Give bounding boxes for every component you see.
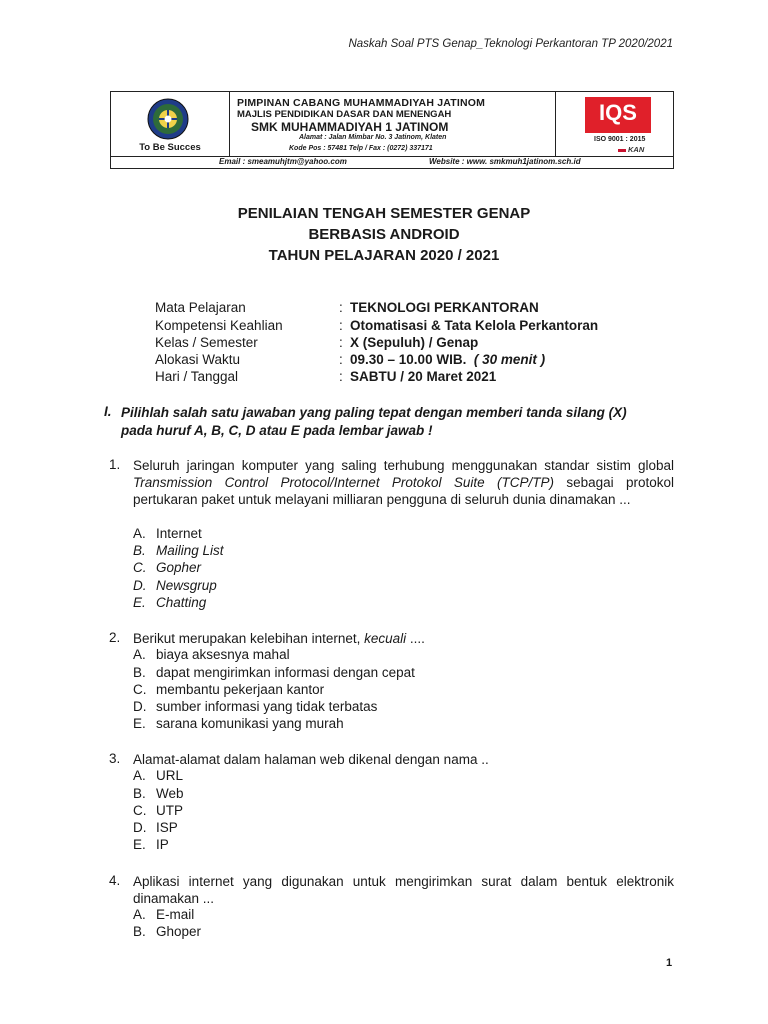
option-letter: D.: [133, 699, 147, 714]
school-website: Website : www. smkmuh1jatinom.sch.id: [429, 157, 581, 166]
question-text-part: Seluruh jaringan komputer yang saling terhubung menggunakan standar sistim global: [133, 458, 674, 473]
option-text: Mailing List: [156, 543, 224, 558]
question-number: 3.: [109, 751, 121, 766]
info-label: Hari / Tanggal: [155, 369, 239, 384]
question-number: 2.: [109, 630, 121, 645]
certification-cell: [555, 92, 674, 156]
option-letter: A.: [133, 647, 146, 662]
info-colon: :: [339, 335, 343, 350]
info-colon: :: [339, 300, 343, 315]
option-letter: B.: [133, 924, 146, 939]
question-text: Alamat-alamat dalam halaman web dikenal dengan nama ..: [133, 752, 489, 767]
option-text: Gopher: [156, 560, 202, 575]
option-text: E-mail: [156, 907, 195, 922]
info-label: Kompetensi Keahlian: [155, 318, 283, 333]
info-value-date: SABTU / 20 Maret 2021: [350, 369, 497, 384]
info-colon: :: [339, 352, 343, 367]
option-text: IP: [156, 837, 169, 852]
info-colon: :: [339, 369, 343, 384]
option-letter: E.: [133, 595, 146, 610]
running-header: Naskah Soal PTS Genap_Teknologi Perkantoran TP 2020/2021: [348, 38, 673, 50]
question-text-part: Berikut merupakan kelebihan internet,: [133, 631, 365, 646]
info-label: Mata Pelajaran: [155, 300, 246, 315]
muhammadiyah-logo-icon: [147, 98, 189, 140]
option-text: Newsgrup: [156, 578, 217, 593]
option-text: biaya aksesnya mahal: [156, 647, 290, 662]
iso-certification: ISO 9001 : 2015: [594, 136, 646, 143]
option-letter: D.: [133, 578, 147, 593]
letterhead-top-row: [111, 92, 673, 157]
iqs-logo: IQS: [585, 97, 651, 129]
info-value-class: X (Sepuluh) / Genap: [350, 335, 479, 350]
question-text-italic: Transmission Control Protocol/Internet Protokol Suite (TCP/TP): [133, 475, 554, 491]
option-letter: D.: [133, 820, 147, 835]
school-name: SMK MUHAMMADIYAH 1 JATINOM: [251, 120, 449, 134]
org-line-1: PIMPINAN CABANG MUHAMMADIYAH JATINOM: [237, 97, 486, 109]
option-text: sumber informasi yang tidak terbatas: [156, 699, 378, 714]
info-value-duration: [350, 352, 545, 367]
school-logo-cell: [111, 92, 230, 156]
option-letter: B.: [133, 543, 146, 558]
section-number: I.: [104, 404, 112, 419]
option-text: Web: [156, 786, 184, 801]
option-text: membantu pekerjaan kantor: [156, 682, 325, 697]
option-letter: A.: [133, 526, 146, 541]
option-letter: B.: [133, 786, 146, 801]
option-text: ISP: [156, 820, 178, 835]
school-tagline: To Be Succes: [139, 142, 201, 153]
question-text: [133, 457, 674, 509]
option-letter: E.: [133, 837, 146, 852]
kan-accreditation: [618, 145, 644, 154]
option-text: Chatting: [156, 595, 207, 610]
kan-label: KAN: [628, 145, 645, 154]
info-value-subject: TEKNOLOGI PERKANTORAN: [350, 300, 539, 315]
kan-mark-icon: [618, 149, 626, 152]
info-label: Kelas / Semester: [155, 335, 258, 350]
option-text: Internet: [156, 526, 202, 541]
info-value-competency: Otomatisasi & Tata Kelola Perkantoran: [350, 318, 599, 333]
duration-time: 09.30 – 10.00 WIB.: [350, 352, 467, 367]
school-address: Alamat : Jalan Mimbar No. 3 Jatinom, Klaten: [299, 134, 447, 141]
option-letter: E.: [133, 716, 146, 731]
school-email: Email : smeamuhjtm@yahoo.com: [219, 157, 347, 166]
school-postal-phone: Kode Pos : 57481 Telp / Fax : (0272) 337171: [289, 145, 433, 152]
question-number: 4.: [109, 873, 121, 888]
duration-minutes: ( 30 menit ): [473, 352, 546, 367]
info-label: Alokasi Waktu: [155, 352, 241, 367]
option-letter: C.: [133, 560, 147, 575]
iqs-logo-stripe: [585, 129, 651, 133]
exam-title-line-1: PENILAIAN TENGAH SEMESTER GENAP: [237, 205, 531, 222]
option-text: URL: [156, 768, 184, 783]
option-text: sarana komunikasi yang murah: [156, 716, 344, 731]
exam-title-line-3: TAHUN PELAJARAN 2020 / 2021: [268, 247, 500, 264]
question-text-italic: kecuali: [364, 631, 407, 646]
letterhead-institution: [229, 92, 555, 156]
page-number: 1: [666, 957, 673, 969]
option-letter: C.: [133, 682, 147, 697]
question-text: Aplikasi internet yang digunakan untuk mengirimkan surat dalam bentuk elektronik dinamakan ...: [133, 874, 674, 907]
option-letter: C.: [133, 803, 147, 818]
option-letter: A.: [133, 907, 146, 922]
letterhead-contact-row: [111, 156, 673, 168]
option-letter: A.: [133, 768, 146, 783]
info-colon: :: [339, 318, 343, 333]
section-instruction: Pilihlah salah satu jawaban yang paling tepat dengan memberi tanda silang (X) pada huruf A, B, C, D atau E pada lembar jawab !: [121, 405, 627, 438]
org-line-2: MAJLIS PENDIDIKAN DASAR DAN MENENGAH: [237, 109, 452, 120]
letterhead: [110, 91, 674, 169]
option-text: UTP: [156, 803, 183, 818]
question-text-part: sebagai protokol pertukaran paket untuk melayani milliaran pengguna di seluruh dunia dinamakan ...: [133, 475, 674, 508]
option-text: dapat mengirimkan informasi dengan cepat: [156, 665, 415, 680]
option-letter: B.: [133, 665, 146, 680]
exam-title-line-2: BERBASIS ANDROID: [308, 226, 460, 243]
question-number: 1.: [109, 457, 121, 472]
question-text-part: ....: [406, 631, 425, 646]
question-text: [133, 630, 674, 647]
option-text: Ghoper: [156, 924, 202, 939]
